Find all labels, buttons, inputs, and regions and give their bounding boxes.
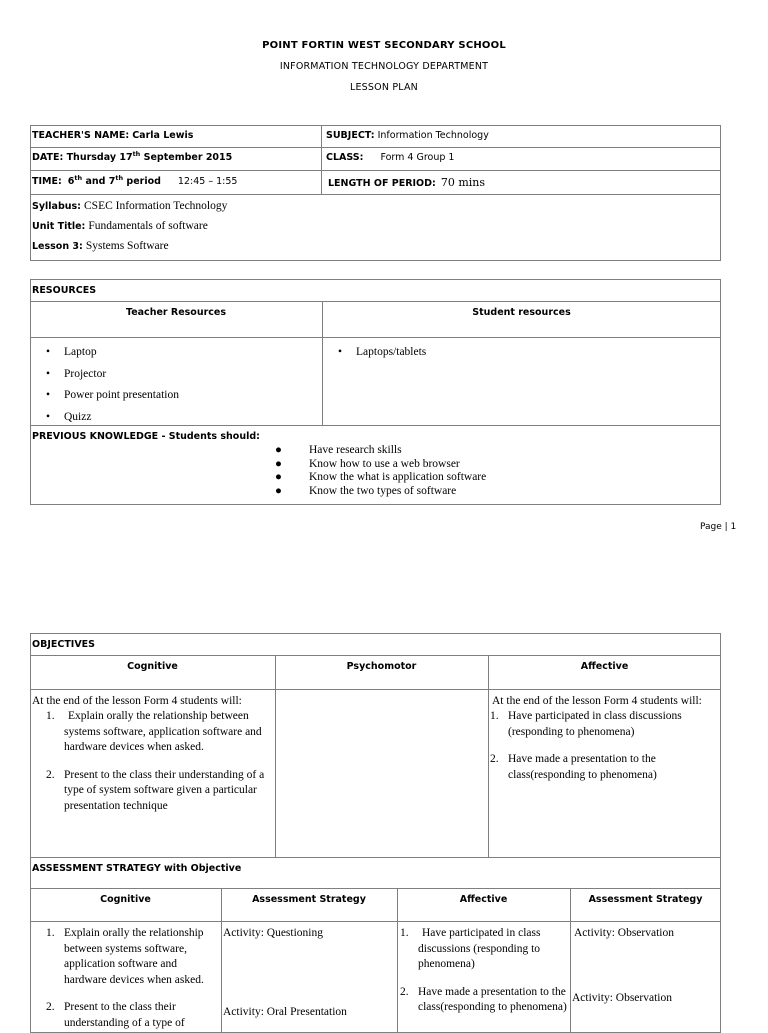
assessment-col-strategy-2: Assessment Strategy (588, 894, 703, 905)
strategy-observation-2: Activity: Observation (572, 992, 672, 1004)
previous-knowledge-title: PREVIOUS KNOWLEDGE - Students should: (32, 431, 260, 442)
divider (30, 337, 721, 338)
teacher-resources-header: Teacher Resources (125, 307, 227, 318)
student-resources-header: Student resources (472, 307, 571, 318)
list-item: • Laptop (30, 342, 179, 364)
time-sup1: th (74, 174, 83, 182)
length-row (328, 176, 485, 189)
length-value: 70 mins (440, 176, 486, 189)
page-number: Page | 1 (700, 522, 737, 532)
time-period: period (123, 176, 161, 187)
strategy-oral-presentation: Activity: Oral Presentation (223, 1006, 347, 1018)
cognitive-objectives-list (32, 709, 272, 814)
date-row (32, 152, 232, 163)
time-p1: 6 (67, 176, 75, 187)
school-name: POINT FORTIN WEST SECONDARY SCHOOL (262, 40, 506, 51)
lesson-row (32, 239, 169, 255)
date-rest: September 2015 (140, 152, 233, 163)
divider (321, 125, 322, 194)
lesson-value: Systems Software (85, 240, 169, 252)
list-item: • Laptops/tablets (322, 342, 426, 364)
student-resources-list (322, 342, 426, 364)
unit-row (32, 219, 208, 235)
time-row (32, 176, 237, 187)
divider (221, 888, 222, 1033)
divider (30, 655, 721, 656)
resources-title: RESOURCES (32, 285, 97, 296)
list-item: • Power point presentation (30, 385, 179, 407)
class-row (326, 152, 454, 163)
strategy-questioning: Activity: Questioning (223, 927, 323, 939)
list-item: 2. Present to the class their understanding of a type of system software given a particular presentation technique (46, 768, 265, 812)
unit-label: Unit Title: (32, 221, 86, 232)
assessment-col-cognitive: Cognitive (100, 894, 151, 905)
list-item: 2. Have made a presentation to the class(responding to phenomena) (400, 985, 567, 1013)
list-item: 2. Present to the class their understanding of a type of (46, 1001, 185, 1029)
syllabus-label: Syllabus: (32, 201, 81, 212)
list-item: ● Know how to use a web browser (275, 457, 460, 470)
affective-intro: At the end of the lesson Form 4 students will: (492, 695, 702, 707)
assessment-col-affective: Affective (459, 894, 508, 905)
subject-row (326, 130, 489, 141)
divider (570, 888, 571, 1033)
subject-label: SUBJECT: (326, 130, 375, 141)
assessment-affective-list (386, 926, 568, 1016)
list-item: 2. Have made a presentation to the class(responding to phenomena) (490, 753, 657, 781)
divider (30, 921, 721, 922)
subject-value: Information Technology (377, 130, 489, 141)
teacher-resources-list (30, 342, 179, 428)
time-and: and 7 (82, 176, 116, 187)
document-type: LESSON PLAN (349, 82, 418, 93)
time-label: TIME: (32, 176, 62, 187)
list-item: • Quizz (30, 407, 179, 429)
unit-value: Fundamentals of software (88, 220, 208, 232)
divider (30, 857, 721, 858)
affective-objectives-list (476, 709, 720, 783)
list-item: 1. Explain orally the relationship between systems software, application software and hardware devices when asked. (46, 710, 262, 753)
time-value: 12:45 – 1:55 (177, 176, 238, 187)
assessment-cognitive-list (32, 926, 220, 1031)
lesson-label: Lesson 3: (32, 241, 83, 252)
syllabus-value: CSEC Information Technology (84, 200, 228, 212)
divider (275, 655, 276, 857)
previous-knowledge-list (275, 444, 486, 498)
teacher-row (32, 130, 193, 141)
syllabus-row (32, 199, 227, 215)
objectives-col-affective: Affective (580, 661, 629, 672)
list-item: ● Know the what is application software (275, 471, 487, 483)
department-name: INFORMATION TECHNOLOGY DEPARTMENT (279, 61, 489, 72)
list-item: • Projector (30, 364, 179, 386)
divider (30, 301, 721, 302)
list-item: 1. Explain orally the relationship between systems software, application software and hardware devices when asked. (46, 927, 204, 986)
objectives-col-cognitive: Cognitive (127, 661, 178, 672)
divider (30, 147, 721, 148)
list-item: 1. Have participated in class discussions (responding to phenomena) (400, 927, 541, 970)
strategy-observation-1: Activity: Observation (574, 927, 674, 939)
divider (30, 170, 721, 171)
teacher-value: Carla Lewis (132, 130, 194, 141)
time-sup2: th (115, 174, 124, 182)
class-value: Form 4 Group 1 (380, 152, 455, 163)
list-item: ● Know the two types of software (275, 484, 457, 497)
divider (30, 194, 721, 195)
length-label: LENGTH OF PERIOD: (328, 178, 436, 189)
objectives-col-psychomotor: Psychomotor (346, 661, 417, 672)
class-label: CLASS: (326, 152, 364, 163)
list-item: 1. Have participated in class discussions (responding to phenomena) (490, 710, 682, 738)
date-label: DATE: Thursday 17 (32, 152, 133, 163)
list-item: ● Have research skills (275, 444, 402, 456)
objectives-title: OBJECTIVES (32, 639, 96, 650)
assessment-col-strategy: Assessment Strategy (252, 894, 366, 905)
teacher-label: TEACHER'S NAME: (32, 130, 130, 141)
cognitive-intro: At the end of the lesson Form 4 students will: (32, 695, 242, 707)
divider (30, 689, 721, 690)
date-sup: th (132, 150, 141, 158)
assessment-title: ASSESSMENT STRATEGY with Objective (32, 863, 242, 874)
divider (30, 888, 721, 889)
